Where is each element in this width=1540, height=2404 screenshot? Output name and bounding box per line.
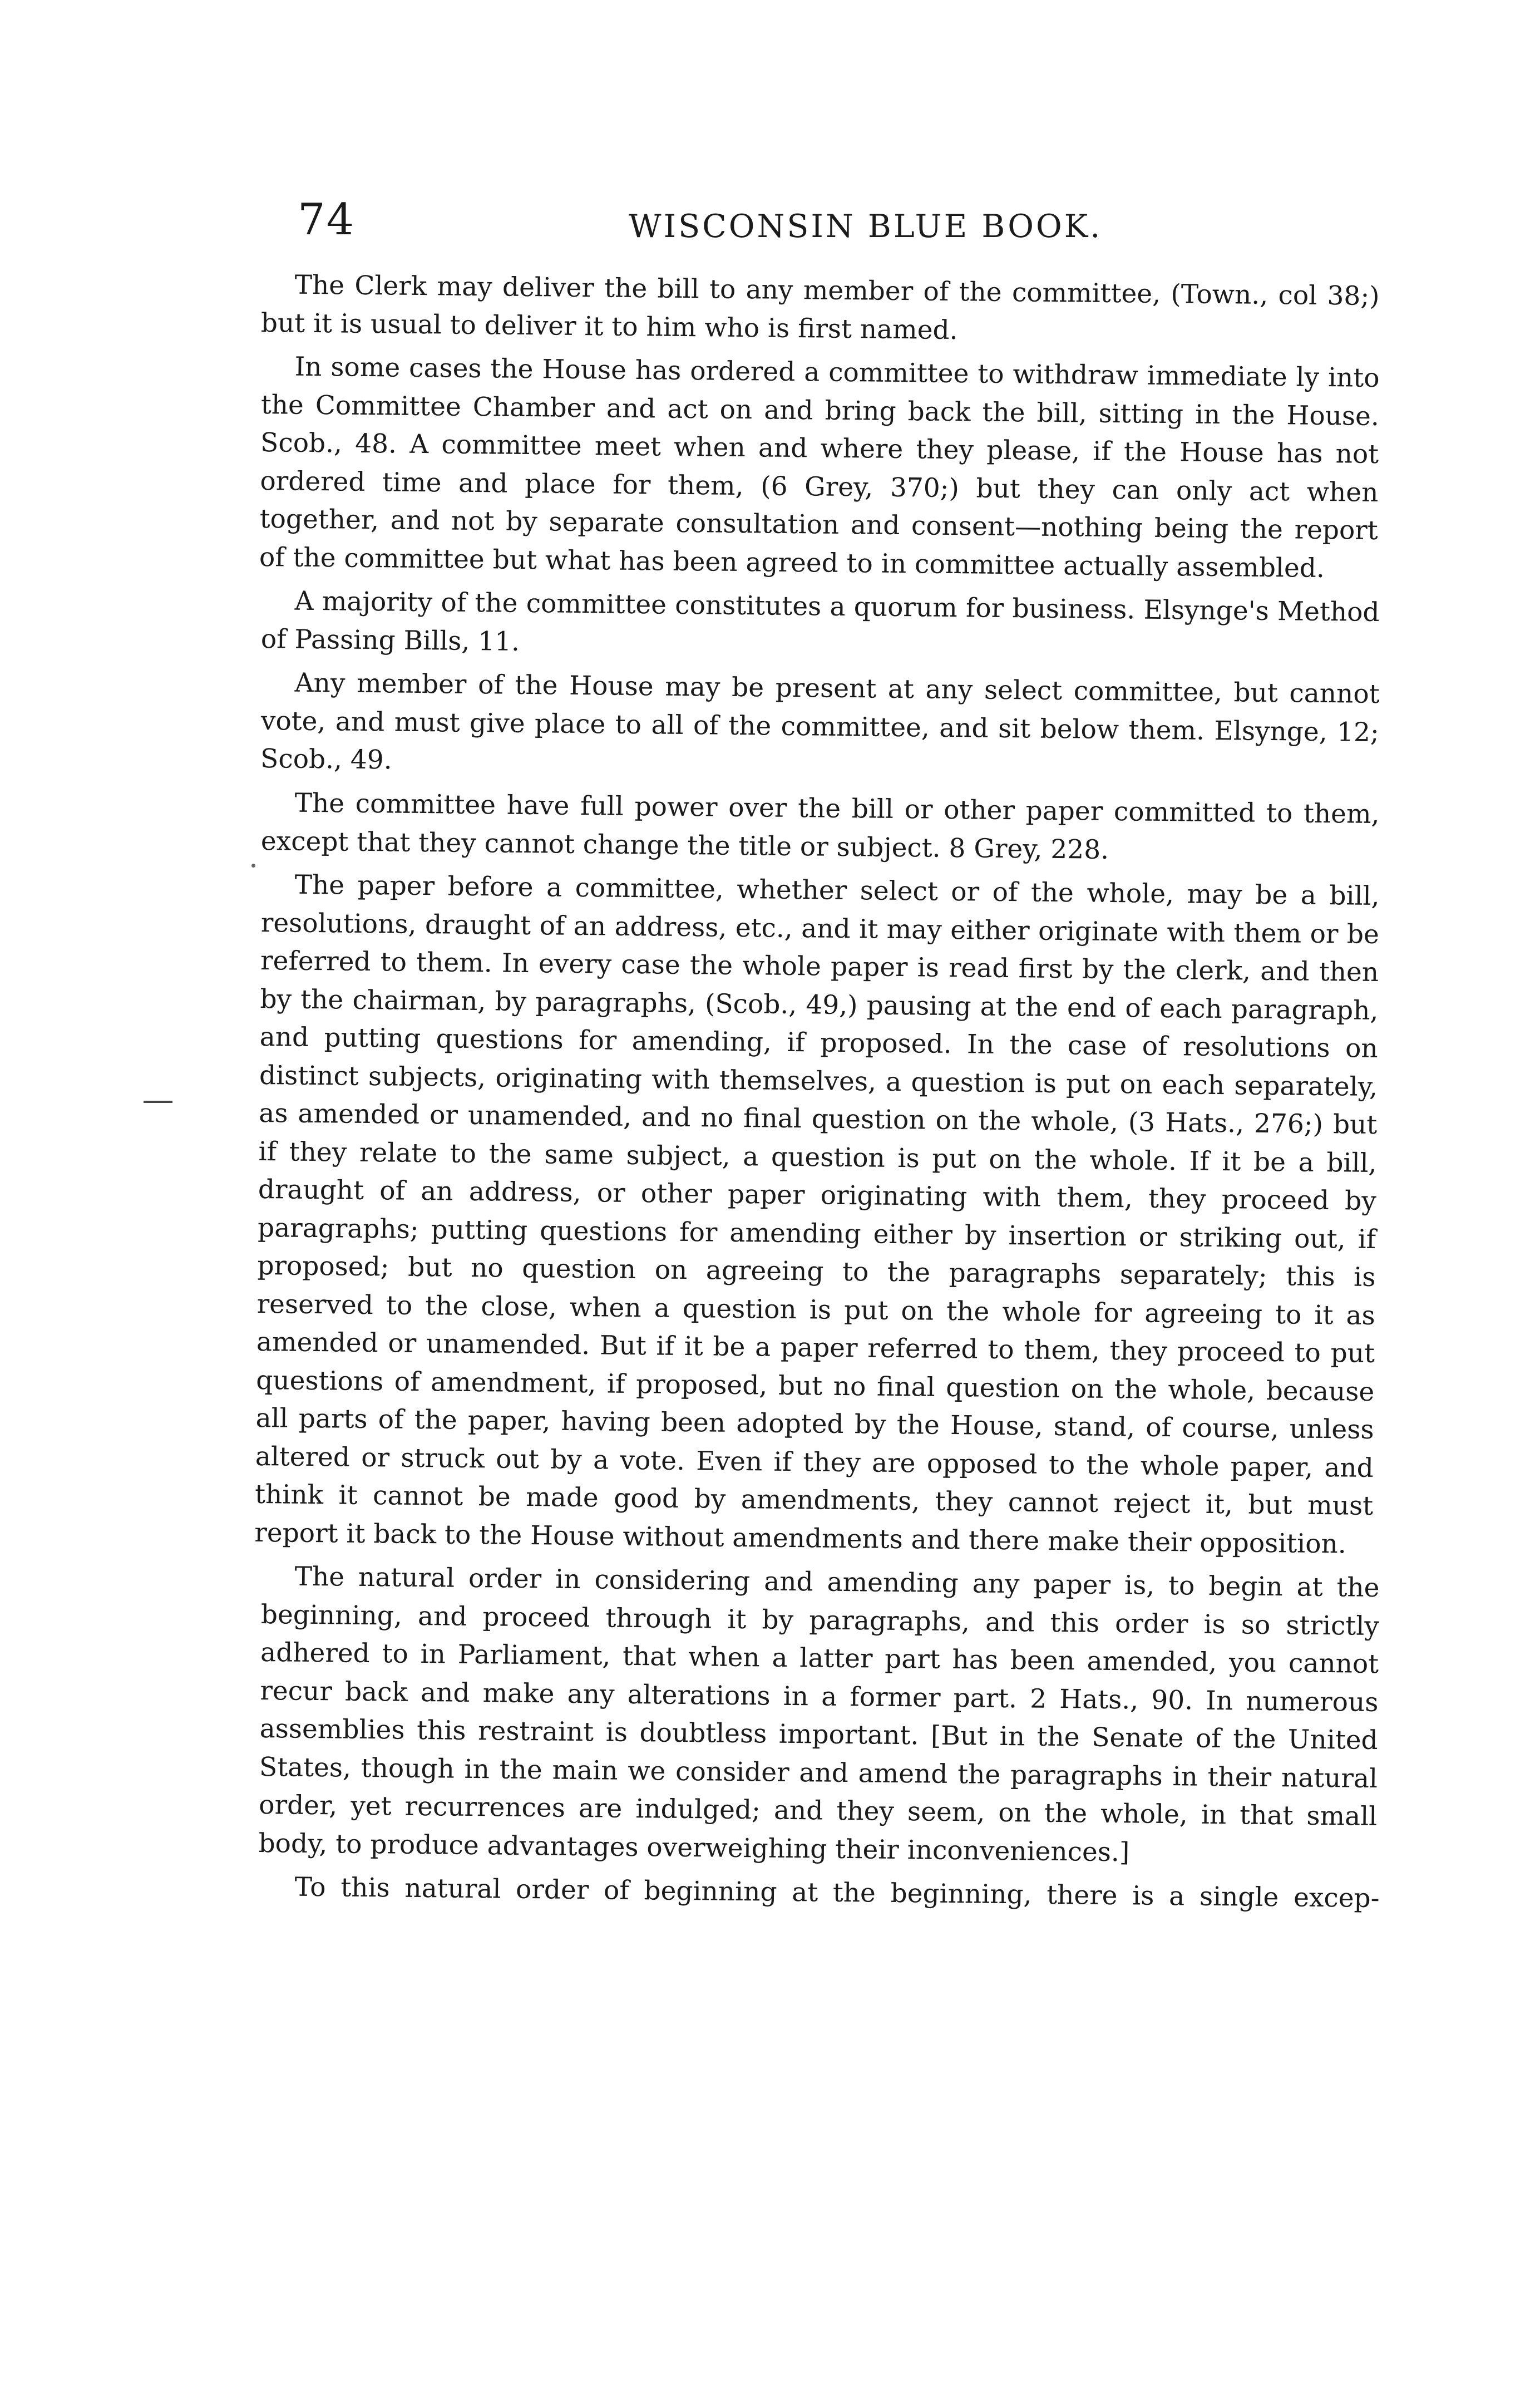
paragraph-natural-order: The natural order in considering and amending any paper is, to begin at the beginning, and proceed through it by paragraphs, and this order is so strictly adhered to in Parliament, that when a latter part has been amended, you cannot recur back and make any alterations in a former part. 2 Hats., 90. In numerous assemblies this restraint is doubtless important. [But in the Senate of the United States, though in the main we consider and amend the paragraphs in their natural order, yet recurrences are indulged; and they seem, on the whole, in that small body, to produce advantages overweighing their inconveniences.]	[258, 1561, 1380, 1868]
text-body	[254, 266, 1380, 1914]
margin-dot	[251, 864, 255, 868]
running-title: WISCONSIN BLUE BOOK.	[629, 208, 1103, 245]
page-number: 74	[298, 195, 356, 245]
margin-dash	[144, 1101, 172, 1103]
paragraph-clerk-delivery: The Clerk may deliver the bill to any member of the committee, (Town., col 38;) but it is usual to deliver it to him who is first named.	[260, 269, 1380, 346]
paragraph-committee-power: The committee have full power over the bill or other paper committed to them, except that they cannot change the title or subject. 8 Grey, 228.	[260, 787, 1380, 865]
paragraph-committee-chamber: In some cases the House has ordered a committee to withdraw immediate ly into the Committee Chamber and act on and bring back the bill, sitting in the House. Scob., 48. A committee meet when and where they please, if the House has not ordered time and place for them, (6 Grey, 370;) but they can only act when together, and not by separate consultation and consent—nothing being the report of the committee but what has been agreed to in committee actually assembled.	[259, 351, 1380, 584]
paragraph-quorum: A majority of the committee constitutes a quorum for business. Elsynge's Method of Passing Bills, 11.	[260, 585, 1380, 657]
paragraph-paper-before-committee: The paper before a committee, whether select or of the whole, may be a bill, resolutions, draught of an address, etc., and it may either originate with them or be referred to them. In every case the whole paper is read first by the clerk, and then by the chairman, by paragraphs, (Scob., 49,) pausing at the end of each paragraph, and putting questions for amending, if proposed. In the case of resolutions on distinct subjects, originating with themselves, a question is put on each separately, as amended or unamended, and no final question on the whole, (3 Hats., 276;) but if they relate to the same subject, a question is put on the whole. If it be a bill, draught of an address, or other paper originating with them, they proceed by paragraphs; putting questions for amending either by insertion or striking out, if proposed; but no question on agreeing to the paragraphs separately; this is reserved to the close, when a question is put on the whole for agreeing to it as amended or unamended. But if it be a paper referred to them, they proceed to put questions of amendment, if proposed, but no final question on the whole, because all parts of the paper, having been adopted by the House, stand, of course, unless altered or struck out by a vote. Even if they are opposed to the whole paper, and think it cannot be made good by amendments, they cannot reject it, but must report it back to the House without amendments and there make their opposition.	[254, 869, 1380, 1559]
page-header	[298, 192, 1369, 264]
paragraph-exception: To this natural order of beginning at the beginning, there is a single excep-	[294, 1871, 1380, 1914]
paragraph-member-presence: Any member of the House may be present at any select committee, but cannot vote, and must give place to all of the committee, and sit below them. Elsynge, 12; Scob., 49.	[260, 667, 1380, 776]
